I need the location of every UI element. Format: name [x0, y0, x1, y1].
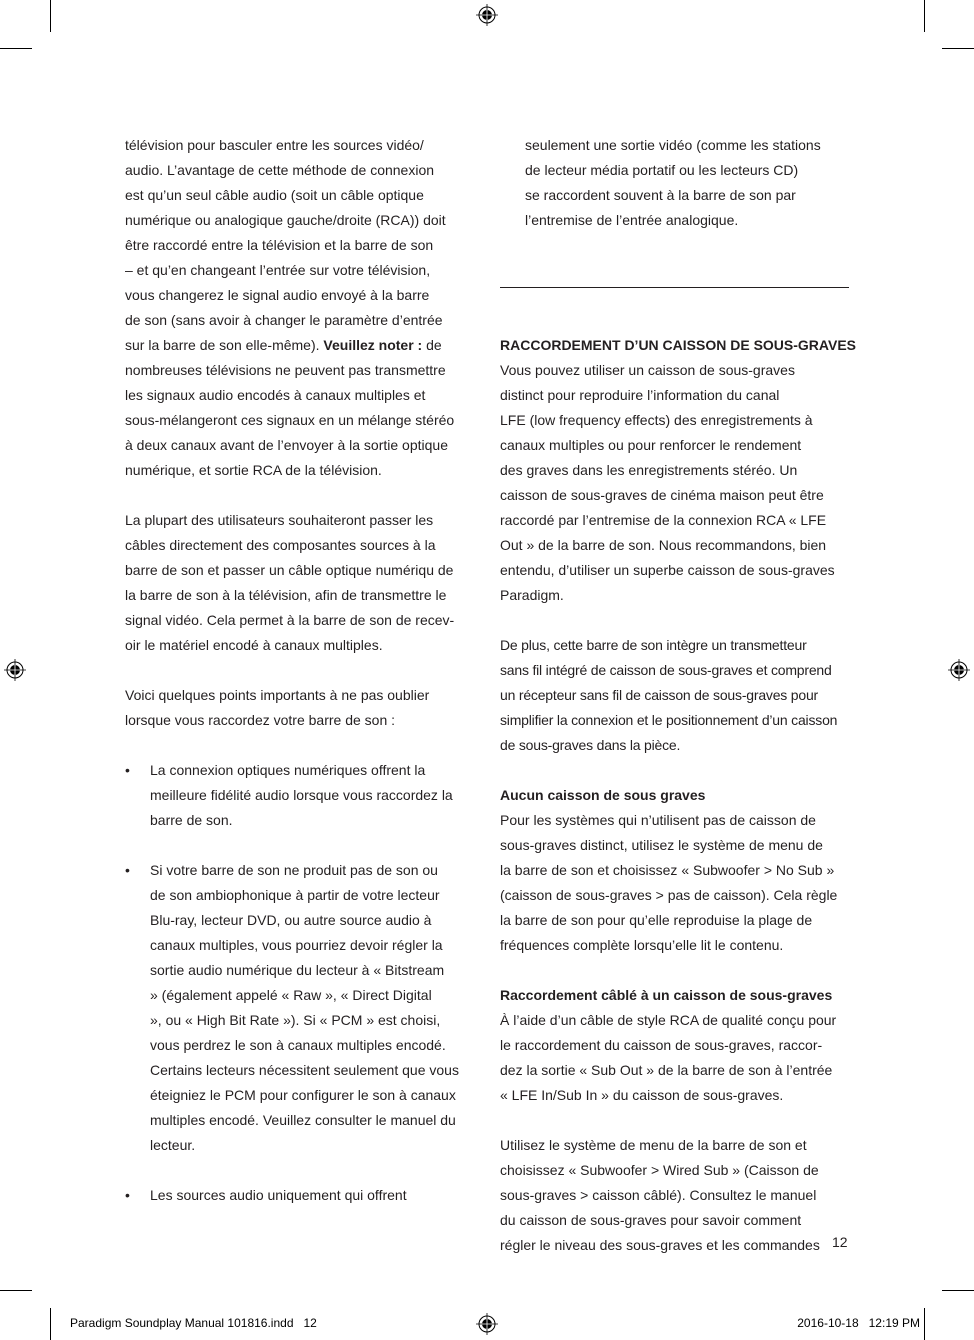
text-segment: sur la barre de son elle-même).	[125, 337, 324, 353]
text-line	[125, 333, 485, 358]
text-line: vous changerez le signal audio envoyé à la barre	[125, 287, 430, 303]
text-line: seulement une sortie vidéo (comme les stations	[525, 137, 821, 153]
text-line: de son ambiophonique à partir de votre lecteur	[150, 887, 440, 903]
text-line: caisson de sous-graves de cinéma maison peut être	[500, 487, 824, 503]
section-heading: RACCORDEMENT D’UN CAISSON DE SOUS-GRAVES	[500, 337, 856, 353]
text-segment: de	[422, 337, 442, 353]
left-column	[125, 133, 485, 1233]
paragraph	[500, 133, 860, 233]
bullet-icon: •	[125, 862, 130, 878]
text-line: sous-graves > caisson câblé). Consultez le manuel	[500, 1187, 817, 1203]
text-line: un récepteur sans fil de caisson de sous-graves pour	[500, 687, 819, 703]
text-line: la barre de son à la télévision, afin de transmettre le	[125, 587, 447, 603]
text-line: Blu-ray, lecteur DVD, ou autre source audio à	[150, 912, 432, 928]
slug-filename: Paradigm Soundplay Manual 101816.indd 12	[70, 1316, 317, 1330]
text-line: La plupart des utilisateurs souhaiteront passer les	[125, 512, 434, 528]
text-line: distinct pour reproduire l’information du canal	[500, 387, 780, 403]
paragraph	[125, 133, 485, 483]
text-line: nombreuses télévisions ne peuvent pas transmettre	[125, 362, 446, 378]
text-line: sans fil intégré de caisson de sous-graves et comprend	[500, 662, 832, 678]
paragraph	[500, 1133, 860, 1258]
registration-mark-icon	[476, 1313, 498, 1335]
text-line: » (également appelé « Raw », « Direct Digital	[150, 987, 432, 1003]
slug-date: 2016-10-18 12:19 PM	[797, 1316, 920, 1330]
paragraph	[500, 783, 860, 958]
text-line: fréquences complète lorsqu’elle lit le contenu.	[500, 937, 784, 953]
horizontal-rule	[500, 287, 849, 288]
text-line: câbles directement des composantes sources à la	[125, 537, 436, 553]
page-number: 12	[832, 1234, 848, 1250]
text-line: être raccordé entre la télévision et la barre de son	[125, 237, 434, 253]
text-line: De plus, cette barre de son intègre un transmetteur	[500, 637, 807, 653]
bullet-icon: •	[125, 762, 130, 778]
crop-mark	[924, 0, 925, 32]
text-line: Utilisez le système de menu de la barre de son et	[500, 1137, 807, 1153]
text-line: LFE (low frequency effects) des enregistrements à	[500, 412, 813, 428]
text-line: éteigniez le PCM pour configurer le son à canaux	[150, 1087, 456, 1103]
bullet-item	[125, 758, 485, 833]
crop-mark	[0, 48, 32, 49]
text-line: sous-graves distinct, utilisez le système de menu de	[500, 837, 823, 853]
text-line: signal vidéo. Cela permet à la barre de son de recev-	[125, 612, 455, 628]
text-line: Voici quelques points importants à ne pas oublier	[125, 687, 430, 703]
text-line: les signaux audio encodés à canaux multiples et	[125, 387, 426, 403]
text-line: À l’aide d’un câble de style RCA de qualité conçu pour	[500, 1012, 837, 1028]
text-line: télévision pour basculer entre les sources vidéo/	[125, 137, 424, 153]
text-line: dez la sortie « Sub Out » de la barre de son à l’entrée	[500, 1062, 833, 1078]
text-line: canaux multiples, vous pourriez devoir régler la	[150, 937, 443, 953]
paragraph	[500, 633, 860, 758]
bold-note: Veuillez noter :	[323, 337, 423, 353]
text-line: est qu’un seul câble audio (soit un câble optique	[125, 187, 424, 203]
text-line: La connexion optiques numériques offrent la	[150, 762, 426, 778]
registration-mark-icon	[4, 659, 26, 681]
text-line: choisissez « Subwoofer > Wired Sub » (Caisson de	[500, 1162, 819, 1178]
text-line: multiples encodé. Veuillez consulter le manuel du	[150, 1112, 456, 1128]
paragraph	[125, 683, 485, 733]
text-line: simplifier la connexion et le positionnement d’un caisson	[500, 712, 838, 728]
paragraph	[500, 333, 860, 608]
divider-block	[500, 258, 860, 333]
text-line: numérique ou analogique gauche/droite (RCA)) doit	[125, 212, 446, 228]
right-column	[500, 133, 860, 1283]
text-line: vous perdrez le son à canaux multiples encodé.	[150, 1037, 446, 1053]
registration-mark-icon	[476, 4, 498, 26]
registration-mark-icon	[948, 659, 970, 681]
text-line: Si votre barre de son ne produit pas de son ou	[150, 862, 438, 878]
text-line: des graves dans les enregistrements stéréo. Un	[500, 462, 798, 478]
crop-mark	[942, 1290, 974, 1291]
text-line: meilleure fidélité audio lorsque vous raccordez la	[150, 787, 453, 803]
text-line: barre de son et passer un câble optique numériqu de	[125, 562, 454, 578]
text-line: sous-mélangeront ces signaux en un mélange stéréo	[125, 412, 455, 428]
text-line: du caisson de sous-graves pour savoir comment	[500, 1212, 802, 1228]
text-line: raccordé par l’entremise de la connexion RCA « LFE	[500, 512, 827, 528]
text-line: Les sources audio uniquement qui offrent	[150, 1187, 407, 1203]
text-line: la barre de son pour qu’elle reproduise la plage de	[500, 912, 813, 928]
text-line: entendu, d’utiliser un superbe caisson de sous-graves	[500, 562, 835, 578]
paragraph	[500, 983, 860, 1108]
bullet-item	[125, 858, 485, 1158]
paragraph	[125, 508, 485, 658]
text-line: barre de son.	[150, 812, 233, 828]
bullet-icon: •	[125, 1187, 130, 1203]
text-line: Paradigm.	[500, 587, 564, 603]
text-line: (caisson de sous-graves > pas de caisson). Cela règle	[500, 887, 838, 903]
text-line: de sous-graves dans la pièce.	[500, 737, 681, 753]
text-line: Pour les systèmes qui n’utilisent pas de caisson de	[500, 812, 816, 828]
crop-mark	[924, 1308, 925, 1340]
text-line: de lecteur média portatif ou les lecteurs CD)	[525, 162, 799, 178]
section-heading: Aucun caisson de sous graves	[500, 787, 706, 803]
text-line: de son (sans avoir à changer le paramètre d’entrée	[125, 312, 443, 328]
text-line: – et qu’en changeant l’entrée sur votre télévision,	[125, 262, 431, 278]
text-line: Certains lecteurs nécessitent seulement que vous	[150, 1062, 459, 1078]
text-line: le raccordement du caisson de sous-graves, raccor-	[500, 1037, 823, 1053]
text-line: se raccordent souvent à la barre de son par	[525, 187, 796, 203]
text-line: Vous pouvez utiliser un caisson de sous-graves	[500, 362, 795, 378]
text-line: « LFE In/Sub In » du caisson de sous-graves.	[500, 1087, 784, 1103]
crop-mark	[0, 1290, 32, 1291]
text-line: à deux canaux avant de l’envoyer à la sortie optique	[125, 437, 448, 453]
text-line: l’entremise de l’entrée analogique.	[525, 212, 739, 228]
crop-mark	[50, 0, 51, 32]
text-line: sortie audio numérique du lecteur à « Bitstream	[150, 962, 445, 978]
section-heading: Raccordement câblé à un caisson de sous-graves	[500, 987, 833, 1003]
bullet-item	[125, 1183, 485, 1208]
text-line: régler le niveau des sous-graves et les commandes	[500, 1237, 820, 1253]
text-line: Out » de la barre de son. Nous recommandons, bien	[500, 537, 827, 553]
text-line: la barre de son et choisissez « Subwoofer > No Sub »	[500, 862, 835, 878]
text-line: numérique, et sortie RCA de la télévision.	[125, 462, 382, 478]
crop-mark	[942, 48, 974, 49]
text-line: lorsque vous raccordez votre barre de son :	[125, 712, 396, 728]
text-line: oir le matériel encodé à canaux multiples.	[125, 637, 383, 653]
crop-mark	[50, 1308, 51, 1340]
text-line: », ou « High Bit Rate »). Si « PCM » est choisi,	[150, 1012, 441, 1028]
text-line: audio. L’avantage de cette méthode de connexion	[125, 162, 435, 178]
text-line: lecteur.	[150, 1137, 196, 1153]
text-line: canaux multiples ou pour renforcer le rendement	[500, 437, 802, 453]
